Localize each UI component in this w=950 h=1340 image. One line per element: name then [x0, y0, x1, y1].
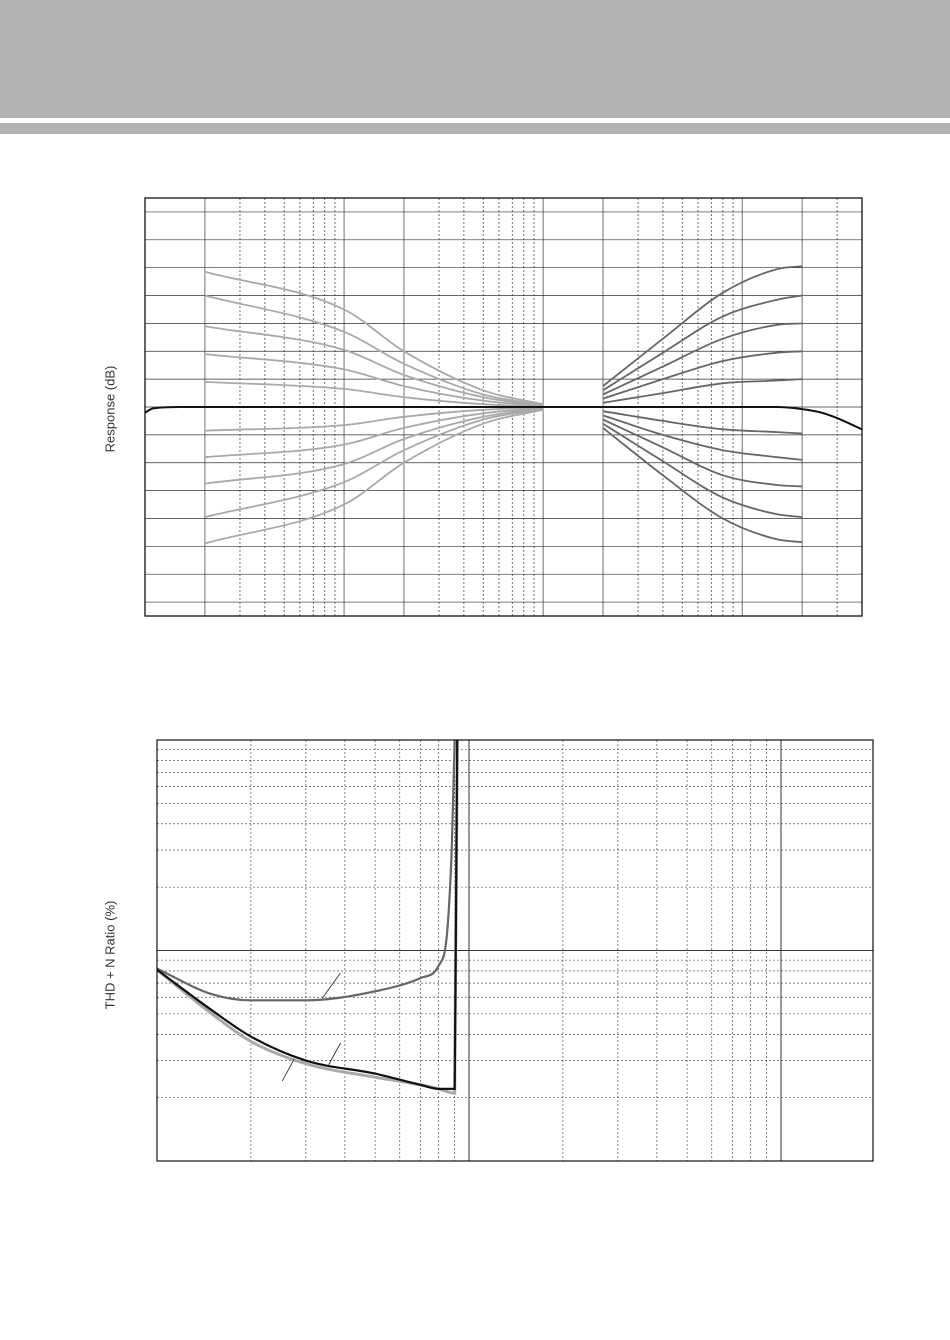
thd-series-upper-0 — [157, 640, 469, 1001]
callout-line-lower — [282, 1059, 294, 1081]
callout-line-upper — [322, 973, 340, 998]
thd-curves — [157, 640, 469, 1094]
callout-line-middle — [329, 1043, 341, 1065]
response-y-axis-label: Response (dB) — [102, 365, 118, 453]
thd-series-middle-1 — [157, 640, 469, 1089]
thd-y-axis-label: THD + N Ratio (%) — [102, 900, 118, 1010]
thd-series-lower-2 — [157, 640, 469, 1094]
